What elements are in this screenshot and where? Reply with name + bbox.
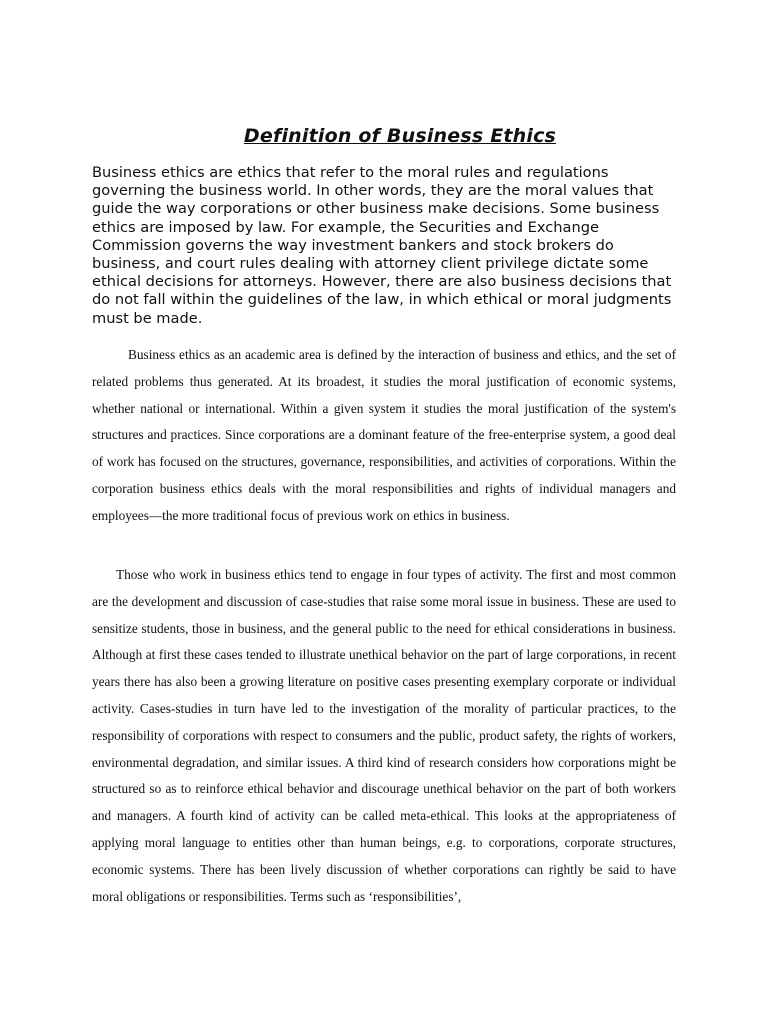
- body-paragraph-academic-area: Business ethics as an academic area is defined by the interaction of business and ethics, and the set of related problems thus generated. At its broadest, it studies the moral justification of economic systems, whether national or international. Within a given system it studies the moral justification of the system's structures and practices. Since corporations are a dominant feature of the free-enterprise system, a good deal of work has focused on the structures, governance, responsibilities, and activities of corporations. Within the corporation business ethics deals with the moral responsibilities and rights of individual managers and employees—the more traditional focus of previous work on ethics in business.: [92, 347, 676, 523]
- page-title: Definition of Business Ethics: [243, 125, 557, 147]
- body-paragraph-activities: Those who work in business ethics tend to engage in four types of activity. The first and most common are the development and discussion of case-studies that raise some moral issue in business. These are used to sensitize students, those in business, and the general public to the need for ethical considerations in business. Although at first these cases tended to illustrate unethical behavior on the part of large corporations, in recent years there has also been a growing literature on positive cases presenting exemplary corporate or individual activity. Cases-studies in turn have led to the investigation of the morality of particular practices, to the responsibility of corporations with respect to consumers and the public, product safety, the rights of workers, environmental degradation, and similar issues. A third kind of research considers how corporations might be structured so as to reinforce ethical behavior and discourage unethical behavior on the part of both workers and managers. A fourth kind of activity can be called meta-ethical. This looks at the appropriateness of applying moral language to entities other than human beings, e.g. to corporations, corporate structures, economic systems. There has been lively discussion of whether corporations can rightly be said to have moral obligations or responsibilities. Terms such as ‘responsibilities’,: [92, 567, 676, 904]
- intro-paragraph: Business ethics are ethics that refer to the moral rules and regulations governing the business world. In other words, they are the moral values that guide the way corporations or other business make decisions. Some business ethics are imposed by law. For example, the Securities and Exchange Commission governs the way investment bankers and stock brokers do business, and court rules dealing with attorney client privilege dictate some ethical decisions for attorneys. However, there are also business decisions that do not fall within the guidelines of the law, in which ethical or moral judgments must be made.: [92, 164, 672, 327]
